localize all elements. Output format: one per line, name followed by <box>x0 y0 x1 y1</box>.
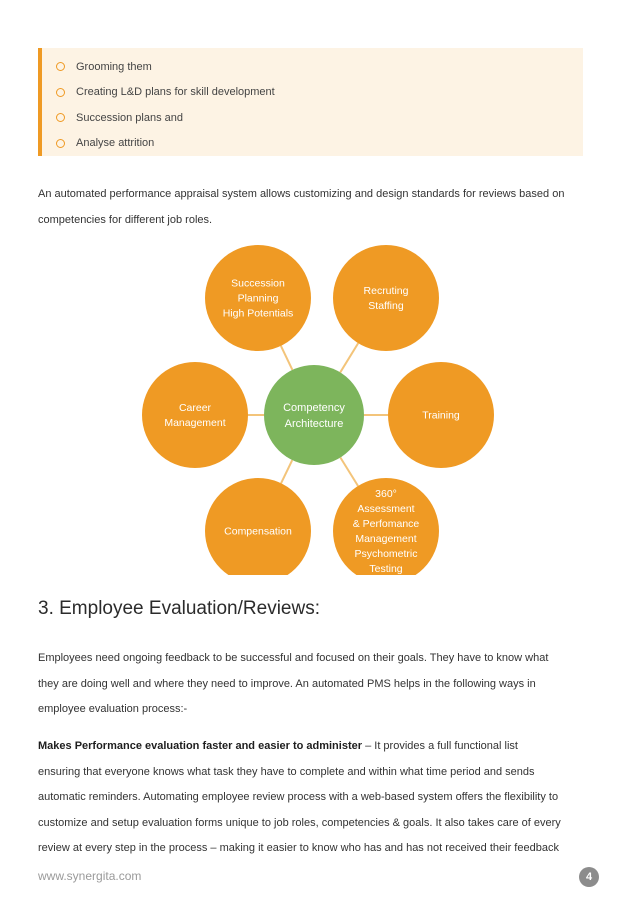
paragraph-line: they are doing well and where they need to improve. An automated PMS helps in the following ways in <box>38 677 536 690</box>
bold-lead: Makes Performance evaluation faster and easier to administer <box>38 740 363 752</box>
node-label: Management <box>355 533 417 546</box>
callout-box <box>38 48 583 156</box>
diagram-node <box>333 478 439 575</box>
connector-line <box>281 346 293 370</box>
node-label: Testing <box>369 563 403 575</box>
intro-line: competencies for different job roles. <box>38 213 213 226</box>
node-label: Career <box>178 402 212 415</box>
intro-paragraph <box>38 182 600 233</box>
center-circle <box>264 365 364 465</box>
node-label: Planning <box>237 292 279 305</box>
center-label: Competency <box>283 401 345 414</box>
connector-line <box>340 343 358 372</box>
intro-line: An automated performance appraisal system allows customizing and design standards for reviews based on <box>38 188 565 200</box>
node-label: Assessment <box>357 503 415 516</box>
paragraph-line: review at every step in the process – making it easier to know who has and has not received their feedback <box>38 842 559 854</box>
diagram-node <box>333 245 439 351</box>
paragraph-line: automatic reminders. Automating employee review process with a web-based system offers the flexibility to <box>38 791 559 803</box>
node-label: Succession <box>231 277 285 290</box>
page-number-badge: 4 <box>579 867 599 887</box>
node-circle <box>333 245 439 351</box>
circle-bullet-icon <box>56 62 65 71</box>
node-label: & Perfomance <box>352 518 420 531</box>
diagram-node <box>388 362 494 468</box>
list-item-text: Succession plans and <box>76 111 184 124</box>
paragraph-line: customize and setup evaluation forms unique to job roles, competencies & goals. It also takes care of every <box>38 816 561 829</box>
section-paragraph-1 <box>38 646 600 723</box>
paragraph-line: Employees need ongoing feedback to be successful and focused on their goals. They have to know what <box>38 652 549 664</box>
list-item-text: Analyse attrition <box>76 137 155 150</box>
list-item <box>56 131 583 157</box>
node-label: Management <box>164 417 226 430</box>
diagram-center <box>264 365 364 465</box>
diagram-node <box>205 478 311 575</box>
center-label: Architecture <box>284 417 344 430</box>
paragraph-line: ensuring that everyone knows what task they have to complete and within what time period and sends <box>38 765 535 778</box>
connector-line <box>281 460 292 483</box>
circle-bullet-icon <box>56 88 65 97</box>
lead-rest: – It provides a full functional list <box>362 740 518 752</box>
section-paragraph-2 <box>38 734 600 862</box>
node-label: Training <box>422 409 460 422</box>
node-label: 360° <box>375 488 397 501</box>
circle-bullet-icon <box>56 113 65 122</box>
list-item-text: Creating L&D plans for skill development <box>76 86 275 99</box>
list-item <box>56 54 583 80</box>
node-label: Compensation <box>224 525 292 538</box>
list-item-text: Grooming them <box>76 60 152 73</box>
paragraph-line: employee evaluation process:- <box>38 703 188 715</box>
section-heading: 3. Employee Evaluation/Reviews: <box>38 598 320 619</box>
list-item <box>56 105 583 131</box>
list-item <box>56 80 583 106</box>
paragraph-line <box>38 734 600 760</box>
node-circle <box>142 362 248 468</box>
circle-bullet-icon <box>56 139 65 148</box>
diagram-node <box>142 362 248 468</box>
competency-diagram <box>0 245 638 575</box>
footer-url[interactable]: www.synergita.com <box>38 869 142 883</box>
diagram-node <box>205 245 311 351</box>
node-label: High Potentials <box>222 307 294 320</box>
node-label: Staffing <box>368 300 404 313</box>
node-label: Psychometric <box>354 548 418 561</box>
connector-line <box>340 457 358 485</box>
node-label: Recruting <box>363 285 409 298</box>
